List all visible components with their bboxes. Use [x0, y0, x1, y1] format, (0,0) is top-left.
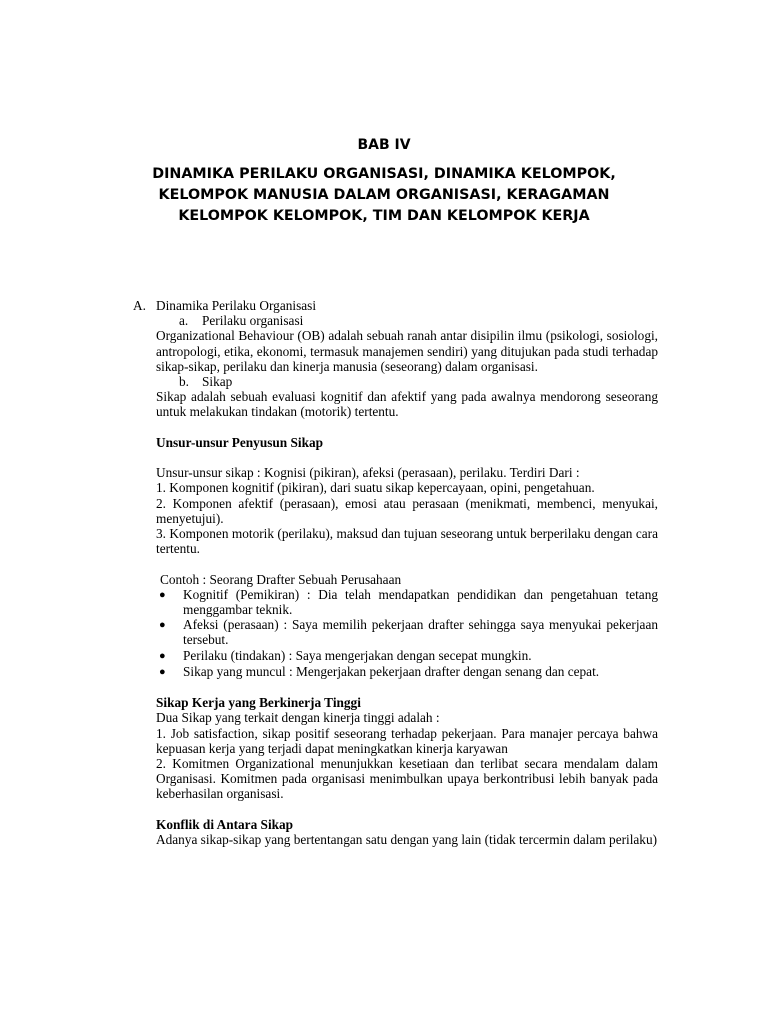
- paragraph-konflik: Adanya sikap-sikap yang bertentangan satu dengan yang lain (tidak tercermin dalam perilaku): [156, 832, 658, 848]
- paragraph-unsur-intro: Unsur-unsur sikap : Kognisi (pikiran), afeksi (perasaan), perilaku. Terdiri Dari :: [156, 465, 580, 481]
- list-item-unsur: 2. Komponen afektif (perasaan), emosi atau perasaan (menikmati, membenci, menyukai, menyetujui).: [156, 495, 658, 526]
- heading-unsur: Unsur-unsur Penyusun Sikap: [156, 434, 324, 450]
- bullet-icon: ●: [159, 619, 166, 632]
- example-title: Contoh : Seorang Drafter Sebuah Perusahaan: [160, 571, 402, 587]
- paragraph-sikap-kerja-intro: Dua Sikap yang terkait dengan kinerja tinggi adalah :: [156, 710, 440, 726]
- paragraph-perilaku-organisasi: Organizational Behaviour (OB) adalah sebuah ranah antar disipilin ilmu (psikologi, sosiologi, antropologi, etika, ekonomi, termasuk manajemen sendiri) yang ditujukan pada studi terhadap sikap-sikap, perilaku dan kinerja manusia (seseorang) dalam organisasi.: [156, 328, 658, 374]
- chapter-title-line: KELOMPOK KELOMPOK, TIM DAN KELOMPOK KERJA: [178, 208, 590, 224]
- document-body: [133, 298, 658, 847]
- list-item: [133, 587, 658, 617]
- subsection-title: Sikap: [202, 374, 233, 390]
- subsection-a-heading: [133, 313, 658, 328]
- list-item-sikap-kerja: 2. Komitmen Organizational menunjukkan kesetiaan dan terlibat secara mendalam dalam Organisasi. Komitmen pada organisasi menimbulkan upaya berkontribusi lebih banyak pada keberhasilan organisasi.: [156, 756, 658, 802]
- paragraph-sikap: Sikap adalah sebuah evaluasi kognitif dan afektif yang pada awalnya mendorong seseorang untuk melakukan tindakan (motorik) tertentu.: [156, 389, 658, 420]
- list-item: [133, 648, 658, 664]
- heading-konflik: Konflik di Antara Sikap: [156, 816, 294, 832]
- example-bullet-list: [133, 587, 658, 680]
- bullet-text: Kognitif (Pemikiran) : Dia telah mendapatkan pendidikan dan pengetahuan tetang menggambar teknik.: [183, 586, 658, 618]
- chapter-title-line: KELOMPOK MANUSIA DALAM ORGANISASI, KERAGAMAN: [158, 187, 610, 203]
- bullet-text: Sikap yang muncul : Mengerjakan pekerjaan drafter dengan senang dan cepat.: [183, 663, 600, 679]
- section-a-heading: [133, 298, 658, 313]
- subsection-title: Perilaku organisasi: [202, 313, 304, 329]
- section-title: Dinamika Perilaku Organisasi: [156, 298, 317, 313]
- list-item-unsur: 3. Komponen motorik (perilaku), maksud dan tujuan seseorang untuk berperilaku dengan cara tertentu.: [156, 526, 658, 557]
- bullet-icon: ●: [159, 665, 166, 678]
- subsection-b-heading: [133, 374, 658, 389]
- list-item: [133, 617, 658, 647]
- list-item: [133, 664, 658, 680]
- chapter-title: [120, 164, 648, 227]
- bullet-text: Perilaku (tindakan) : Saya mengerjakan dengan secepat mungkin.: [183, 647, 532, 663]
- bullet-icon: ●: [159, 588, 166, 601]
- chapter-title-line: DINAMIKA PERILAKU ORGANISASI, DINAMIKA KELOMPOK,: [152, 166, 616, 182]
- list-item-sikap-kerja: 1. Job satisfaction, sikap positif seseorang terhadap pekerjaan. Para manajer percaya bahwa kepuasan kerja yang terjadi dapat meningkatkan kinerja karyawan: [156, 725, 658, 756]
- bullet-icon: ●: [159, 649, 166, 662]
- subsection-marker: a.: [179, 313, 189, 329]
- section-marker: A.: [133, 298, 146, 313]
- chapter-number: BAB IV: [357, 137, 411, 153]
- list-item-unsur: 1. Komponen kognitif (pikiran), dari suatu sikap kepercayaan, opini, pengetahuan.: [156, 480, 595, 496]
- heading-sikap-kerja: Sikap Kerja yang Berkinerja Tinggi: [156, 695, 361, 711]
- bullet-text: Afeksi (perasaan) : Saya memilih pekerjaan drafter sehingga saya menyukai pekerjaan tersebut.: [183, 617, 658, 648]
- subsection-marker: b.: [179, 374, 189, 390]
